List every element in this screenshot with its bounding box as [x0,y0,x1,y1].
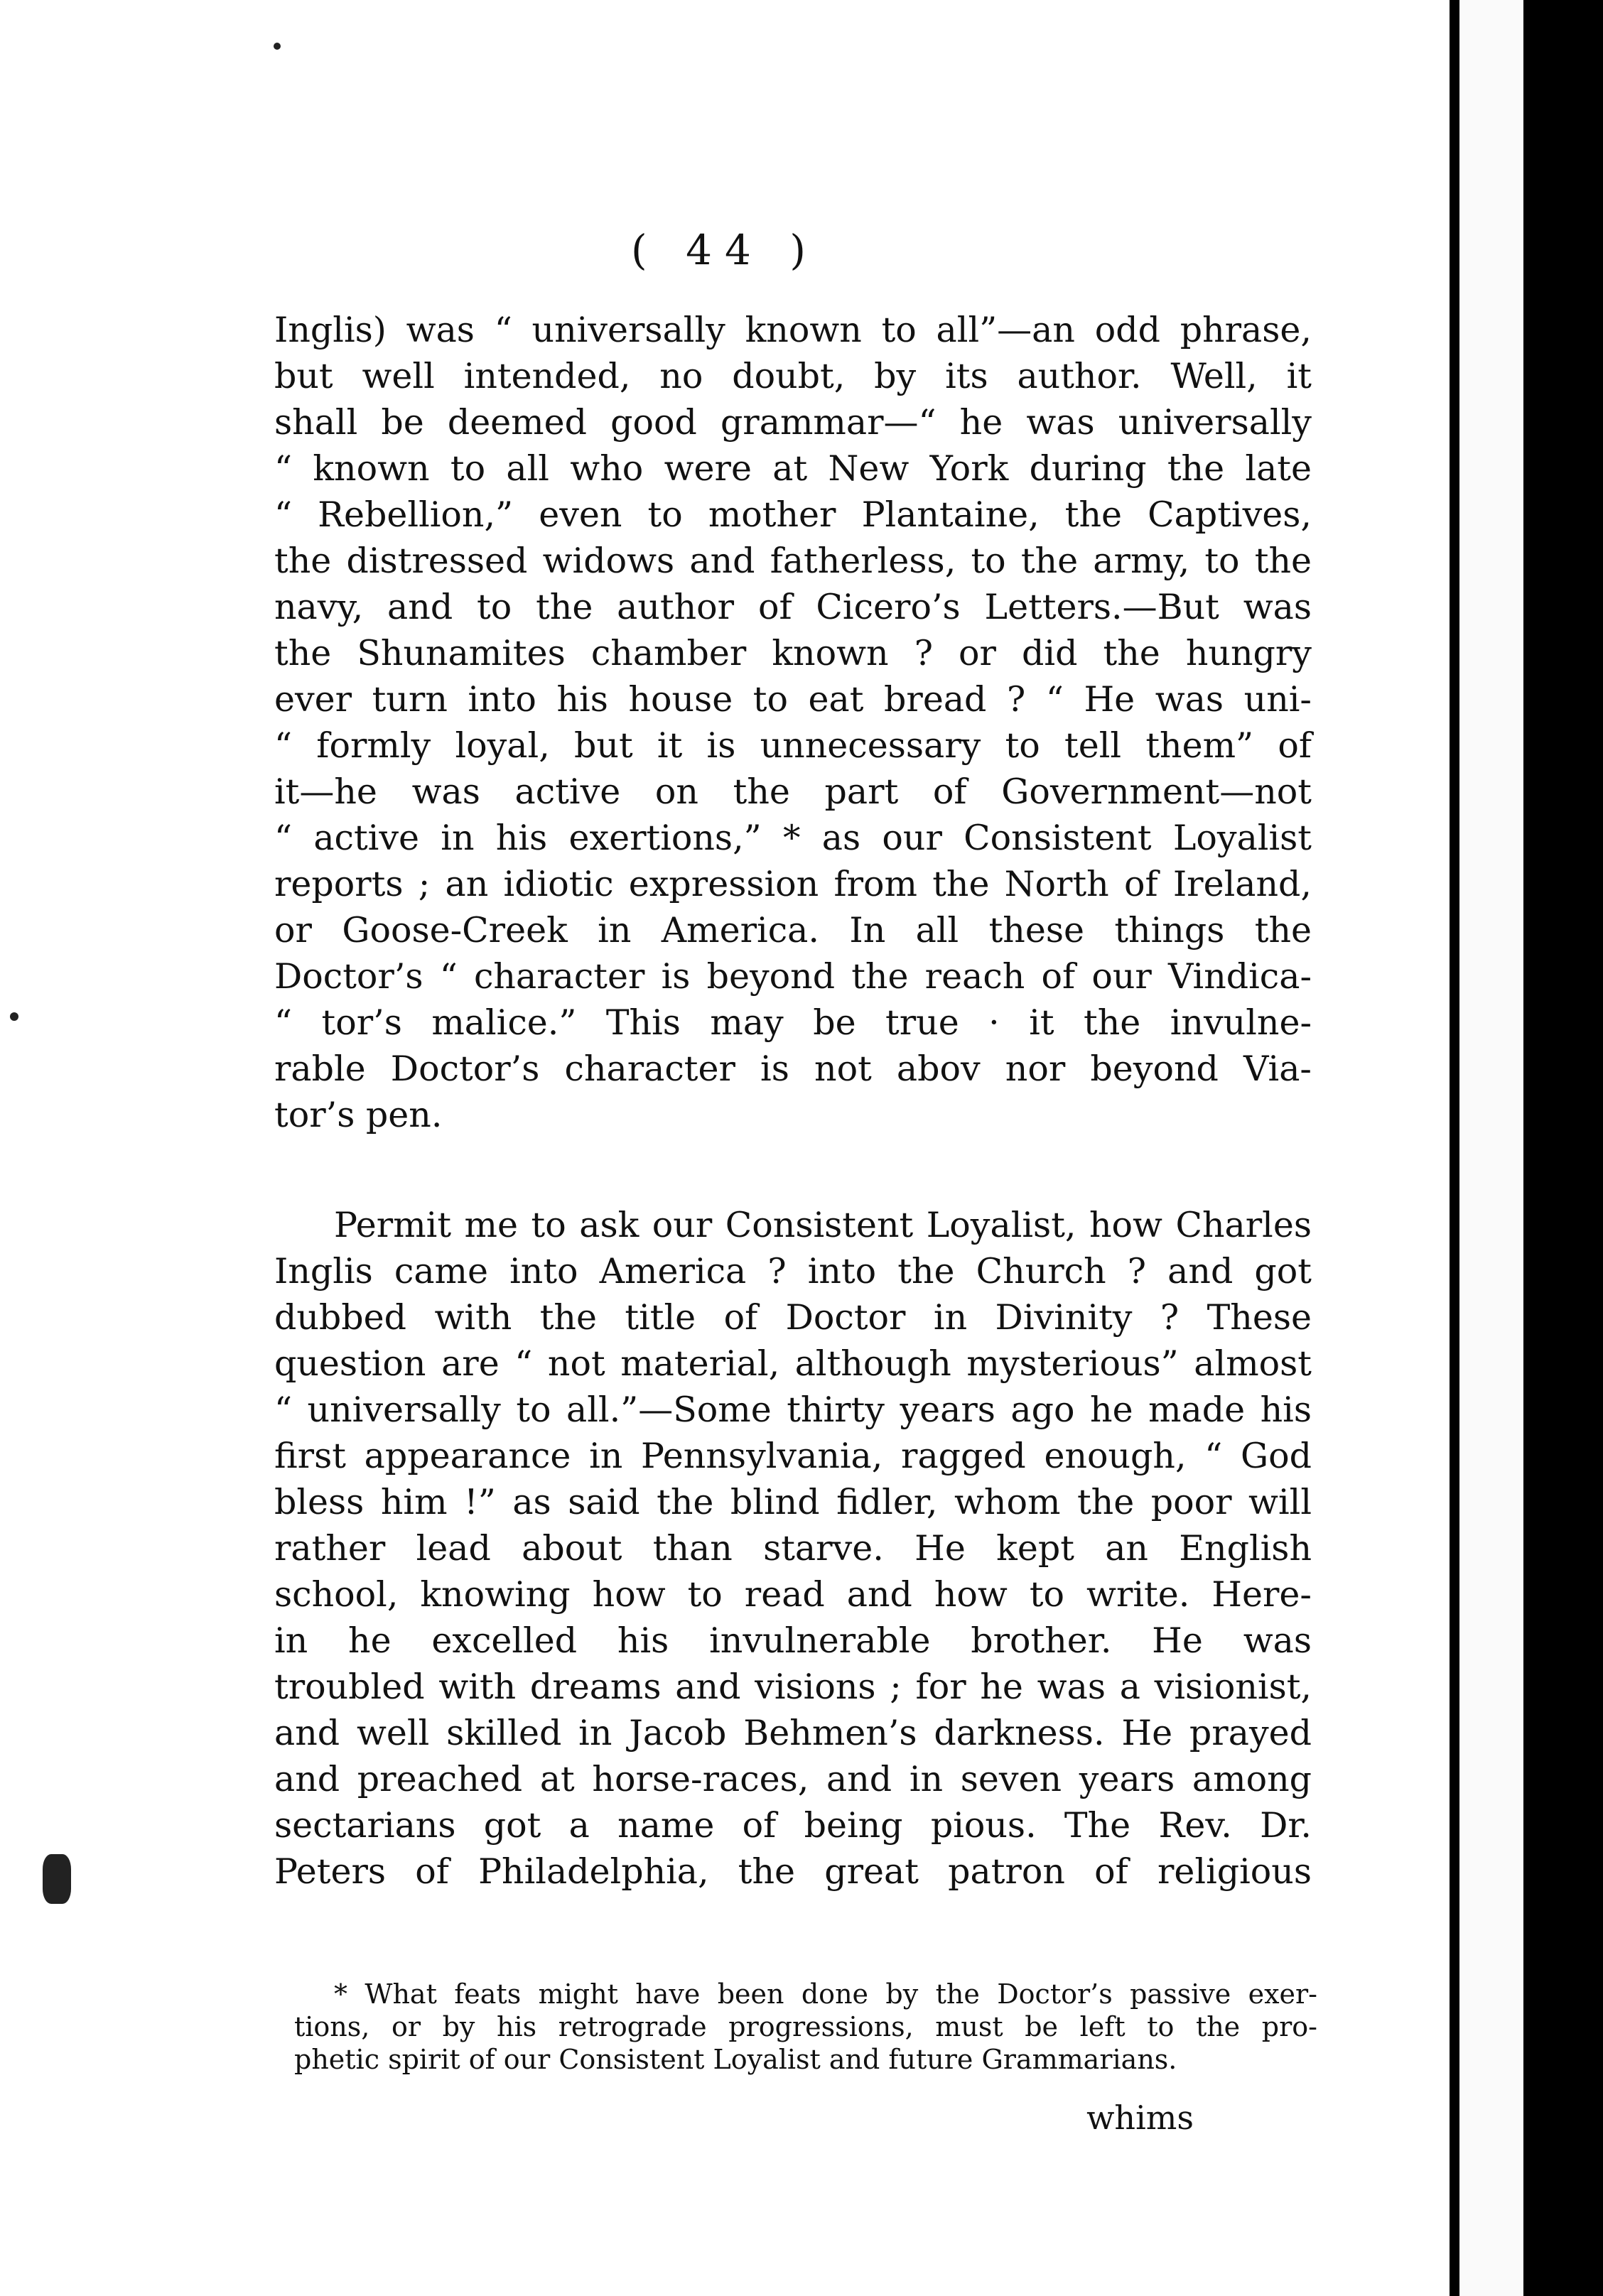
text-line: the Shunamites chamber known ? or did the hungry [274,633,1312,673]
ink-speck [43,1854,71,1904]
ink-speck [274,43,281,50]
paragraph-1 [274,307,1312,1138]
footnote-line: phetic spirit of our Consistent Loyalist and future Grammarians. [294,2044,1177,2075]
text-line: Inglis) was “ universally known to all”—an odd phrase, [274,310,1312,350]
text-line: and preached at horse-races, and in seven years among [274,1759,1312,1799]
text-line: sectarians got a name of being pious. The Rev. Dr. [274,1805,1312,1846]
text-line: reports ; an idiotic expression from the North of Ireland, [274,864,1312,904]
text-line: rather lead about than starve. He kept an English [274,1528,1312,1569]
text-line: rable Doctor’s character is not abov nor beyond Via- [274,1049,1312,1089]
text-line: “ universally to all.”—Some thirty years ago he made his [274,1390,1312,1430]
text-line: Doctor’s “ character is beyond the reach of our Vindica- [274,956,1312,997]
text-line: “ Rebellion,” even to mother Plantaine, the Captives, [274,494,1312,535]
text-line: bless him !” as said the blind fidler, whom the poor will [274,1482,1312,1522]
text-line: ever turn into his house to eat bread ? “ He was uni- [274,679,1312,720]
text-line: and well skilled in Jacob Behmen’s darkness. He prayed [274,1713,1312,1753]
text-line: “ tor’s malice.” This may be true · it the invulne- [274,1002,1312,1043]
text-line: in he excelled his invulnerable brother. He was [274,1620,1312,1661]
text-line: “ formly loyal, but it is unnecessary to tell them” of [274,725,1312,766]
paragraph-2 [274,1202,1312,1895]
text-line: the distressed widows and fatherless, to the army, to the [274,541,1312,581]
text-line: school, knowing how to read and how to write. Here- [274,1574,1312,1615]
footnote [294,1978,1317,2076]
text-line: first appearance in Pennsylvania, ragged enough, “ God [274,1436,1312,1476]
text-line: Inglis came into America ? into the Church ? and got [274,1251,1312,1292]
text-line: “ active in his exertions,” * as our Consistent Loyalist [274,818,1312,858]
text-line: it—he was active on the part of Government—not [274,771,1312,812]
text-line: “ known to all who were at New York during the late [274,448,1312,489]
text-line: tor’s pen. [274,1095,443,1135]
text-line: or Goose-Creek in America. In all these things the [274,910,1312,951]
footnote-line: tions, or by his retrograde progressions, must be left to the pro- [294,2011,1317,2042]
text-line: dubbed with the title of Doctor in Divinity ? These [274,1297,1312,1338]
text-line: but well intended, no doubt, by its author. Well, it [274,356,1312,396]
text-line: navy, and to the author of Cicero’s Letters.—But was [274,587,1312,627]
text-line: troubled with dreams and visions ; for he was a visionist, [274,1667,1312,1707]
text-line: Peters of Philadelphia, the great patron of religious [274,1851,1312,1892]
text-line: Permit me to ask our Consistent Loyalist, how Charles [334,1205,1312,1245]
page-edge-shadow [1450,0,1603,2296]
footnote-line: * What feats might have been done by the Doctor’s passive exer- [334,1978,1317,2010]
text-line: question are “ not material, although mysterious” almost [274,1343,1312,1384]
text-line: shall be deemed good grammar—“ he was universally [274,402,1312,443]
catchword: whims [1086,2099,1194,2137]
ink-speck [10,1012,18,1021]
adjacent-page-edge [1459,0,1523,2296]
page-number-header: ( 44 ) [631,226,819,274]
